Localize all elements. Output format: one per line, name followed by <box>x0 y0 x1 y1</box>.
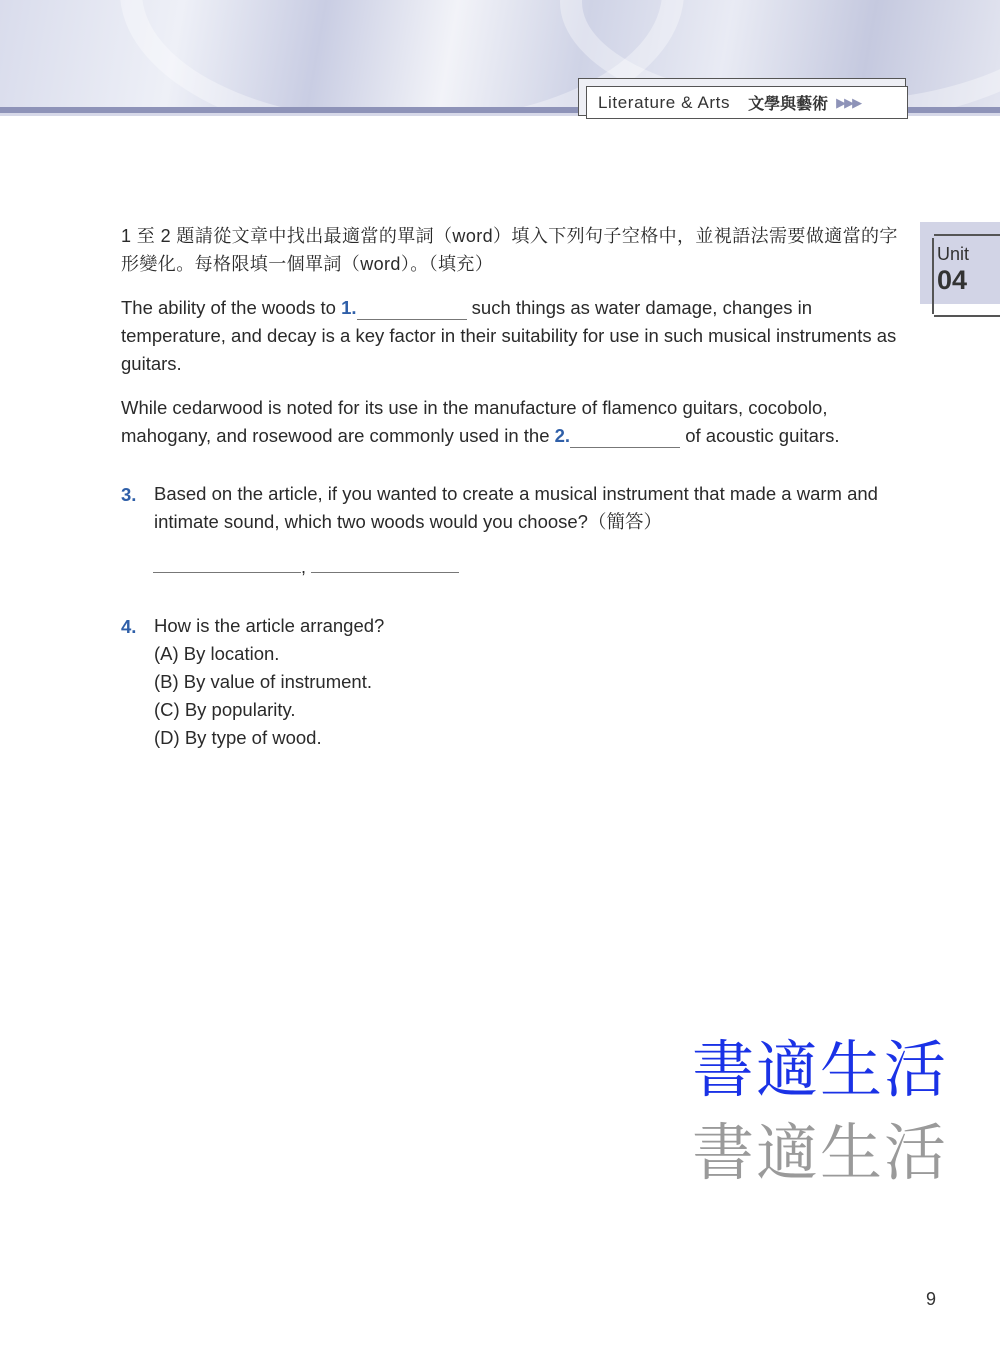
section-title-en: Literature & Arts <box>598 92 731 112</box>
choice-a[interactable]: (A) By location. <box>154 643 280 664</box>
instructions: 1 至 2 題請從文章中找出最適當的單詞（word）填入下列句子空格中，並視語法需要做適當的字形變化。每格限填一個單詞（word）。（填充） <box>121 226 898 274</box>
question-4-number: 4. <box>121 616 137 637</box>
choice-c[interactable]: (C) By popularity. <box>154 699 296 720</box>
triple-arrow-icon: ▶▶▶ <box>836 94 861 110</box>
paragraph-2 <box>121 394 911 450</box>
question-3-text: Based on the article, if you wanted to create a musical instrument that made a warm and intimate sound, which two woods would you choose?（簡答） <box>154 483 878 532</box>
question-3-answer <box>153 554 911 584</box>
watermark-gray: 書適生活 <box>691 1116 948 1189</box>
side-tab-bar <box>932 238 934 314</box>
section-title-zh: 文學與藝術 <box>748 96 829 113</box>
answer-blank-1[interactable] <box>153 554 301 573</box>
paragraph-1-after: such things as water damage, changes in temperature, and decay is a key factor in their suitability for use in such musical instruments as guitars. <box>121 297 897 374</box>
watermark-blue: 書適生活 <box>691 1033 948 1106</box>
question-3 <box>121 480 911 536</box>
choice-d[interactable]: (D) By type of wood. <box>154 727 322 748</box>
unit-side-tab <box>920 222 1000 304</box>
side-tab-bottom-rule <box>934 315 1000 317</box>
answer-blank-2[interactable] <box>311 554 459 573</box>
blank-1[interactable] <box>357 299 467 320</box>
unit-label: Unit <box>937 244 970 264</box>
paragraph-2-before: While cedarwood is noted for its use in the manufacture of flamenco guitars, cocobolo, mahogany, and rosewood are commonly used in the <box>121 397 828 446</box>
question-4 <box>121 612 911 752</box>
exercise-content <box>121 222 911 752</box>
side-tab-top-rule <box>934 234 1000 236</box>
page-number: 9 <box>926 1289 937 1309</box>
choice-b[interactable]: (B) By value of instrument. <box>154 671 372 692</box>
answer-separator: , <box>301 557 307 577</box>
blank-1-number: 1. <box>341 297 357 318</box>
question-3-number: 3. <box>121 484 137 505</box>
paragraph-1 <box>121 294 911 378</box>
blank-2-number: 2. <box>554 425 571 446</box>
blank-2[interactable] <box>570 427 680 448</box>
paragraph-2-after: of acoustic guitars. <box>680 425 840 446</box>
question-4-text: How is the article arranged? <box>154 615 385 636</box>
section-tab <box>586 86 908 119</box>
paragraph-1-before: The ability of the woods to <box>121 297 342 318</box>
unit-number: 04 <box>937 265 968 295</box>
